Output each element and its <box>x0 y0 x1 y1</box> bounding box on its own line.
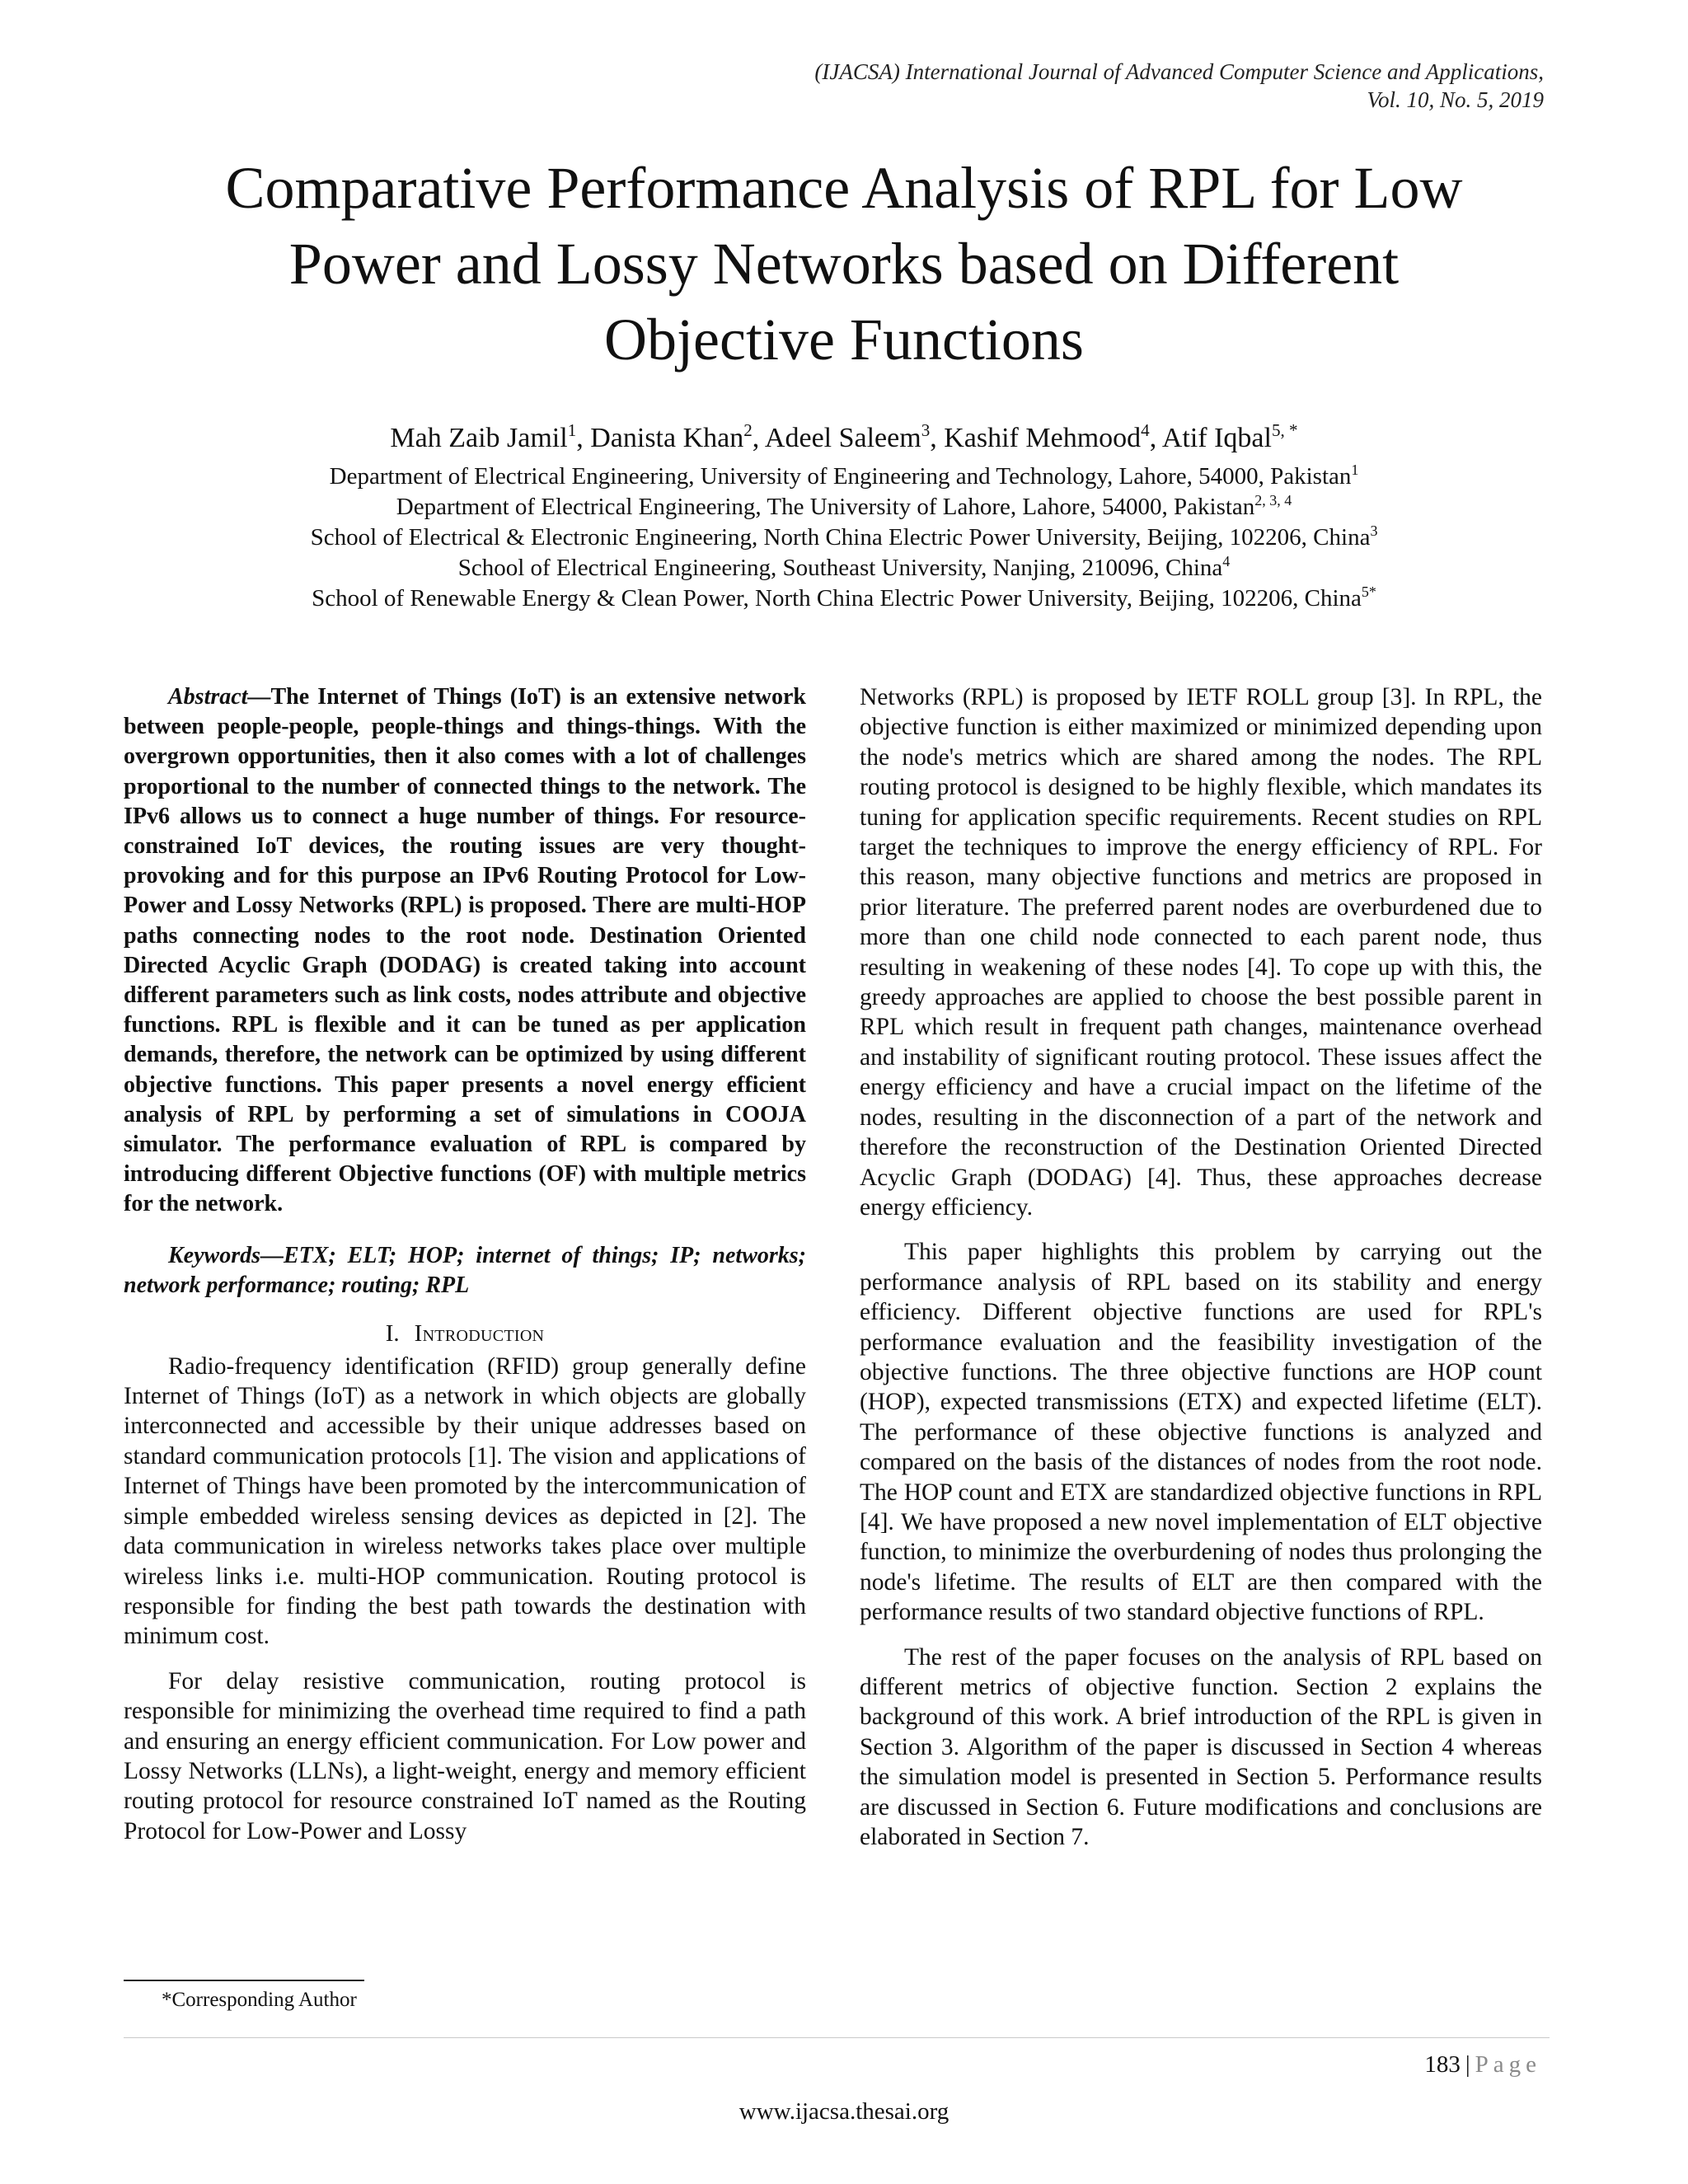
affiliation-mark: 5* <box>1361 583 1376 600</box>
author-list: Mah Zaib Jamil$^1$, Danista Khan$^2$, Adeel Saleem$^3$, Kashif Mehmood$^4$, Atif Iqbal$^{5, *}$ <box>390 419 1298 453</box>
author: Atif Iqbal <box>1161 423 1272 453</box>
affiliation-text: School of Electrical & Electronic Engineering, North China Electric Power University, Beijing, 102206, China <box>310 524 1371 551</box>
affiliation-text: Department of Electrical Engineering, University of Engineering and Technology, Lahore, 54000, Pakistan <box>329 463 1352 490</box>
affiliation-mark: 4 <box>1222 552 1231 569</box>
affiliation-text: Department of Electrical Engineering, The University of Lahore, Lahore, 54000, Pakistan <box>396 494 1255 520</box>
journal-volume: Vol. 10, No. 5, 2019 <box>1367 87 1544 112</box>
abstract <box>124 682 806 1220</box>
affiliation-mark: 2, 3, 4 <box>1254 491 1292 509</box>
body-paragraph: The rest of the paper focuses on the analysis of RPL based on different metrics of objective function. Section 2 explains the background of this work. A brief introduction of the RPL is given in Section 3. Algorithm of the paper is discussed in Section 4 whereas the simulation model is presented in Section 5. Performance results are discussed in Section 6. Future modifications and conclusions are elaborated in Section 7. <box>860 1643 1542 1851</box>
footer-divider <box>124 2037 1550 2038</box>
affiliation-mark: 3 <box>1370 522 1378 539</box>
abstract-text: The Internet of Things (IoT) is an extensive network between people-people, people-things and things-things. With the overgrown opportunities, then it also comes with a lot of challenges proportional to the number of connected things to the network. The IPv6 allows us to connect a huge number of things. For resource-constrained IoT devices, the routing issues are very thought-provoking and for this purpose an IPv6 Routing Protocol for Low-Power and Lossy Networks (RPL) is proposed. There are multi-HOP paths connecting nodes to the root node. Destination Oriented Directed Acyclic Graph (DODAG) is created taking into account different parameters such as link costs, nodes attribute and objective functions. RPL is flexible and it can be tuned as per application demands, therefore, the network can be optimized by using different objective functions. This paper presents a novel energy efficient analysis of RPL by performing a set of simulations in COOJA simulator. The performance evaluation of RPL is compared by introducing different Objective functions (OF) with multiple metrics for the network. <box>124 684 806 1217</box>
body-paragraph: Radio-frequency identification (RFID) group generally define Internet of Things (IoT) as a network in which objects are globally interconnected and accessible by their unique addresses based on standard communication protocols [1]. The vision and applications of Internet of Things have been promoted by the intercommunication of simple embedded wireless sensing devices as depicted in [2]. The data communication in wireless networks takes place over multiple wireless links i.e. multi-HOP communication. Routing protocol is responsible for finding the best path towards the destination with minimum cost. <box>124 1352 806 1650</box>
page-label: Page <box>1475 2051 1541 2078</box>
journal-url: www.ijacsa.thesai.org <box>738 2098 950 2125</box>
affiliation <box>115 523 1573 553</box>
affiliation-mark: 1 <box>1351 461 1359 478</box>
keywords: Keywords—ETX; ELT; HOP; internet of things; IP; networks; network performance; routing; RPL <box>124 1242 806 1298</box>
affiliation <box>115 583 1573 614</box>
affiliation-list <box>115 462 1573 614</box>
title-line-1: Comparative Performance Analysis of RPL for Low <box>225 155 1463 221</box>
paper-title <box>115 150 1573 377</box>
journal-header <box>307 58 1544 114</box>
author: Mah Zaib Jamil <box>390 423 568 453</box>
page-number-separator: | <box>1465 2051 1470 2078</box>
author: Danista Khan <box>590 423 744 453</box>
author-affiliation-mark: 1 <box>567 419 577 440</box>
affiliation <box>115 492 1573 523</box>
footnote-divider <box>124 1980 364 1981</box>
section-name: Introduction <box>414 1319 545 1347</box>
affiliation-text: School of Electrical Engineering, Southeast University, Nanjing, 210096, China <box>457 555 1223 581</box>
author-affiliation-mark: 2 <box>743 419 753 440</box>
author: Adeel Saleem <box>764 423 921 453</box>
affiliation <box>115 462 1573 492</box>
abstract-label: Abstract— <box>168 684 271 710</box>
body-paragraph: Networks (RPL) is proposed by IETF ROLL group [3]. In RPL, the objective function is either maximized or minimized depending upon the node's metrics which are shared among the nodes. The RPL routing protocol is designed to be highly flexible, which mandates its tuning for application specific requirements. Recent studies on RPL target the techniques to improve the energy efficiency of RPL. For this reason, many objective functions and metrics are proposed in prior literature. The preferred parent nodes are overburdened due to more than one child node connected to each parent node, thus resulting in weakening of these nodes [4]. To cope up with this, the greedy approaches are applied to choose the best possible parent in RPL which result in frequent path changes, maintenance overhead and instability of significant routing protocol. These issues affect the energy efficiency and have a crucial impact on the lifetime of the nodes, resulting in the disconnection of a part of the network and therefore the reconstruction of the Destination Oriented Directed Acyclic Graph (DODAG) [4]. Thus, these approaches decrease energy efficiency. <box>860 684 1542 1221</box>
title-line-3: Objective Functions <box>604 307 1084 373</box>
body-paragraph: This paper highlights this problem by carrying out the performance analysis of RPL based on its stability and energy efficiency. Different objective functions are used for RPL's performance evaluation and the feasibility investigation of the objective functions. The three objective functions are HOP count (HOP), expected transmissions (ETX) and expected lifetime (ELT). The performance of these objective functions is analyzed and compared on the basis of the distances of nodes from the root node. The HOP count and ETX are standardized objective functions in RPL [4]. We have proposed a new novel implementation of ELT objective function, to minimize the overburdening of nodes thus prolonging the node's lifetime. The results of ELT are then compared with the performance results of two standard objective functions of RPL. <box>860 1239 1542 1626</box>
affiliation-text: School of Renewable Energy & Clean Power, North China Electric Power University, Beijing, 102206, China <box>312 585 1362 612</box>
author: Kashif Mehmood <box>944 423 1142 453</box>
body-paragraph: For delay resistive communication, routing protocol is responsible for minimizing the overhead time required to find a path and ensuring an energy efficient communication. For Low power and Lossy Networks (LLNs), a light-weight, energy and memory efficient routing protocol for resource constrained IoT named as the Routing Protocol for Low-Power and Lossy <box>124 1667 806 1844</box>
author-affiliation-mark: 4 <box>1141 419 1150 440</box>
right-column <box>860 682 1542 1852</box>
author-affiliation-mark: 5, * <box>1271 419 1298 440</box>
page-number-value: 183 <box>1424 2051 1461 2078</box>
section-number: I. <box>385 1319 400 1347</box>
author-affiliation-mark: 3 <box>921 419 931 440</box>
page-number <box>1424 2050 1541 2079</box>
affiliation <box>115 553 1573 583</box>
journal-name: (IJACSA) International Journal of Advanced Computer Science and Applications, <box>814 59 1544 84</box>
footnote: *Corresponding Author <box>162 1989 357 2011</box>
section-heading-introduction <box>124 1319 806 1348</box>
title-line-2: Power and Lossy Networks based on Different <box>288 231 1400 297</box>
left-column <box>124 682 806 1846</box>
